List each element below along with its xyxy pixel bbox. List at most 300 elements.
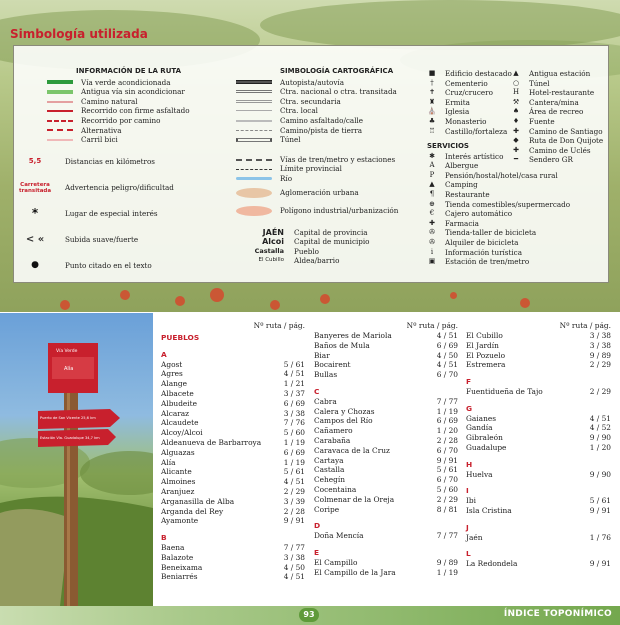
- poi-item: [427, 98, 511, 108]
- index-place-name: Coripe: [314, 504, 340, 514]
- poi-item: [511, 136, 604, 146]
- service-item: [427, 248, 607, 258]
- carto-line-swatch: [236, 130, 272, 131]
- index-route-page: 2 / 28: [436, 435, 458, 445]
- index-entry: [161, 543, 305, 553]
- index-entry: [161, 438, 305, 448]
- poi-label: Cementerio: [445, 78, 488, 88]
- service-label: Cajero automático: [445, 209, 513, 219]
- poi-icon: ♠: [512, 107, 520, 116]
- carto-symbol-swatch: [236, 206, 272, 216]
- poi-item: [511, 107, 595, 117]
- index-place-name: La Redondela: [466, 559, 518, 569]
- poi-label: Castillo/fortaleza: [445, 126, 508, 136]
- route-symbol-label: Subida suave/fuerte: [65, 234, 139, 244]
- poi-icon: ✚: [513, 145, 519, 154]
- route-line-label: Antigua vía sin acondicionar: [81, 87, 185, 97]
- index-entry: [466, 360, 611, 370]
- index-entry: [161, 448, 305, 458]
- index-entry: [161, 507, 305, 517]
- index-place-name: Calera y Chozas: [314, 406, 375, 416]
- index-route-page: 7 / 76: [283, 418, 305, 428]
- route-line-swatch: [47, 101, 73, 103]
- index-route-page: 1 / 19: [436, 406, 458, 416]
- legend-title: Simbología utilizada: [10, 27, 148, 41]
- index-entry: [314, 456, 458, 466]
- poi-label: Hotel-restaurante: [529, 88, 595, 98]
- poi-icon: ♦: [512, 116, 520, 125]
- cartography-header: SIMBOLOGÍA CARTOGRÁFICA: [280, 67, 394, 75]
- index-place-name: Ibi: [466, 496, 477, 506]
- service-icon: ✱: [429, 151, 435, 160]
- index-entry: [161, 369, 305, 379]
- index-route-page: 6 / 70: [436, 475, 458, 485]
- index-route-page: 9 / 91: [589, 559, 611, 569]
- index-letter: H: [466, 459, 473, 469]
- route-symbol-item: [25, 227, 267, 253]
- town-type-label: Capital de provincia: [294, 227, 368, 237]
- index-place-name: Albacete: [161, 388, 194, 398]
- poi-icon: ━: [513, 155, 519, 164]
- carto-symbol-item: [236, 202, 426, 220]
- route-line-label: Recorrido por camino: [81, 115, 161, 125]
- carto-symbol-swatch: [236, 188, 272, 198]
- route-line-item: [47, 135, 267, 145]
- route-line-swatch: [47, 129, 73, 131]
- index-route-page: 6 / 70: [436, 370, 458, 380]
- index-entry: [314, 531, 458, 541]
- index-ref-header: Nº ruta / pág.: [559, 321, 611, 330]
- poi-label: Cantera/mina: [529, 97, 579, 107]
- carto-line-swatch: [236, 120, 272, 122]
- index-route-page: 7 / 77: [436, 396, 458, 406]
- index-place-name: Arganda del Rey: [161, 506, 224, 516]
- route-line-label: Recorrido con firme asfaltado: [81, 106, 190, 116]
- index-entry: [161, 572, 305, 582]
- poi-item: [427, 88, 511, 98]
- carto-symbol-label: Aglomeración urbana: [280, 187, 359, 197]
- index-place-name: Alguazas: [161, 447, 195, 457]
- service-label: Interés artístico: [445, 151, 504, 161]
- service-label: Información turística: [445, 247, 522, 257]
- route-line-label: Alternativa: [81, 125, 122, 135]
- index-route-page: 4 / 51: [436, 331, 458, 340]
- index-route-page: 1 / 76: [589, 532, 611, 542]
- index-column-3: [466, 313, 611, 569]
- route-symbol: ●: [31, 259, 39, 270]
- index-entry: [466, 559, 611, 569]
- poi-item: [511, 126, 603, 137]
- index-place-name: El Pozuelo: [466, 350, 506, 360]
- index-place-name: Alcoy/Alcoi: [161, 428, 203, 438]
- index-place-name: Jaén: [466, 532, 483, 542]
- index-route-page: 9 / 90: [589, 433, 611, 443]
- route-symbol-item: [31, 201, 267, 227]
- poi-label: Túnel: [529, 78, 550, 88]
- poi-label: Camino de Uclés: [529, 145, 591, 155]
- index-route-page: 7 / 77: [283, 542, 305, 552]
- service-icon: i: [430, 247, 434, 256]
- index-entry: [161, 418, 305, 428]
- index-route-page: 3 / 37: [283, 388, 305, 398]
- index-entry: [314, 397, 458, 407]
- index-route-page: 1 / 19: [283, 437, 305, 447]
- index-place-name: Ayamonte: [161, 516, 199, 526]
- index-place-name: Beneixama: [161, 562, 203, 572]
- index-entry: [161, 553, 305, 563]
- index-route-page: 9 / 89: [436, 557, 458, 567]
- index-place-name: Estremera: [466, 360, 506, 370]
- index-entry: [466, 433, 611, 443]
- index-place-name: Gibraleón: [466, 433, 503, 443]
- index-route-page: 5 / 61: [436, 465, 458, 475]
- index-entry: [161, 379, 305, 389]
- index-entry: [466, 387, 611, 397]
- service-label: Albergue: [445, 161, 479, 171]
- town-type-label: Capital de municipio: [294, 237, 370, 247]
- service-icon: ⊕: [429, 199, 435, 208]
- service-item: [427, 219, 607, 229]
- carto-line-label: Camino asfaltado/calle: [280, 115, 364, 125]
- poi-item: [427, 79, 511, 89]
- index-route-page: 4 / 51: [283, 572, 305, 582]
- route-symbol-item: [18, 175, 267, 201]
- index-entry: [161, 458, 305, 468]
- index-route-page: 2 / 28: [283, 506, 305, 516]
- town-type-label: Pueblo: [294, 246, 319, 256]
- index-route-page: 9 / 90: [589, 469, 611, 479]
- index-place-name: Balazote: [161, 552, 194, 562]
- route-line-swatch: [47, 90, 73, 94]
- footer-section-title: ÍNDICE TOPONÍMICO: [503, 609, 612, 619]
- index-ref-header: Nº ruta / pág.: [406, 321, 458, 330]
- index-place-name: Albudeite: [161, 398, 198, 408]
- index-place-name: Alcaraz: [161, 408, 190, 418]
- town-type-sample: JAÉN: [262, 227, 284, 237]
- index-route-page: 4 / 51: [589, 413, 611, 423]
- index-entry: [466, 351, 611, 361]
- route-line-item: [47, 87, 267, 97]
- route-line-swatch: [47, 110, 73, 112]
- route-info-column: [18, 67, 267, 279]
- service-item: [427, 200, 607, 210]
- page-footer: [0, 606, 620, 625]
- index-place-name: Alcaudete: [161, 418, 199, 428]
- sign-mid-label: Alía: [64, 366, 74, 372]
- poi-item: [511, 155, 595, 165]
- index-place-name: El Campillo de la Jara: [314, 567, 396, 577]
- index-entry: [314, 370, 458, 380]
- index-route-page: 8 / 81: [436, 504, 458, 514]
- poi-item: [511, 146, 595, 156]
- service-label: Estación de tren/metro: [445, 257, 530, 267]
- index-place-name: Agres: [161, 369, 183, 379]
- index-place-name: Cañamero: [314, 426, 353, 436]
- index-entry: [314, 416, 458, 426]
- index-entry: [161, 428, 305, 438]
- index-entry: [466, 506, 611, 516]
- poi-label: Sendero GR: [529, 155, 573, 165]
- index-place-name: Cehegín: [314, 475, 346, 485]
- poi-label: Cruz/crucero: [445, 88, 493, 98]
- index-place-name: Carabaña: [314, 435, 351, 445]
- route-line-label: Vía verde acondicionada: [81, 77, 171, 87]
- index-entry: [466, 533, 611, 543]
- index-route-page: 5 / 61: [589, 496, 611, 506]
- carto-symbol-label: Río: [280, 173, 293, 183]
- index-column-1: [161, 313, 305, 582]
- index-route-page: 4 / 51: [436, 360, 458, 370]
- poi-icon: H: [512, 88, 520, 97]
- carto-symbol-item: [236, 184, 426, 202]
- service-icon: P: [429, 170, 435, 179]
- town-type-item: [236, 237, 426, 247]
- carto-line-label: Autopista/autovía: [280, 77, 344, 87]
- index-entry: [466, 443, 611, 453]
- index-entry: [314, 407, 458, 417]
- index-route-page: 3 / 39: [283, 496, 305, 506]
- index-entry: [314, 426, 458, 436]
- carto-symbol-item: [236, 155, 426, 165]
- poi-label: Ruta de Don Quijote: [529, 136, 604, 146]
- index-place-name: Gaianes: [466, 413, 497, 423]
- index-letter: J: [466, 522, 469, 532]
- index-route-page: 7 / 77: [436, 531, 458, 541]
- carto-line-label: Ctra. local: [280, 106, 318, 116]
- route-line-item: [47, 116, 267, 126]
- route-line-item: [47, 106, 267, 116]
- index-route-page: 6 / 69: [436, 340, 458, 350]
- carto-line-item: [236, 126, 426, 136]
- service-icon: €: [429, 209, 435, 218]
- sign-arrow-1-label: Puerto de San Vicente 25,6 km: [40, 416, 96, 420]
- index-entry: [314, 485, 458, 495]
- service-icon: ¶: [429, 189, 435, 198]
- route-symbol: *: [31, 205, 39, 220]
- carto-line-label: Túnel: [280, 135, 301, 145]
- service-item: [427, 190, 607, 200]
- index-letter: D: [314, 521, 321, 531]
- carto-line-item: [236, 135, 426, 145]
- index-place-name: El Cubillo: [466, 331, 503, 340]
- carto-line-item: [236, 78, 426, 88]
- index-letter: I: [466, 486, 469, 496]
- town-type-item: [236, 228, 426, 238]
- index-route-page: 2 / 29: [283, 486, 305, 496]
- index-entry: [314, 495, 458, 505]
- index-place-name: Gandía: [466, 423, 493, 433]
- index-route-page: 4 / 51: [283, 477, 305, 487]
- index-entry: [314, 341, 458, 351]
- index-place-name: Beniarrés: [161, 572, 198, 582]
- poi-icon: ♖: [428, 126, 436, 135]
- service-item: [427, 257, 607, 267]
- service-item: [427, 171, 607, 181]
- index-route-page: 4 / 51: [283, 369, 305, 379]
- legend-box: [13, 45, 609, 283]
- route-symbol-label: Lugar de especial interés: [65, 208, 158, 218]
- index-route-page: 5 / 61: [283, 467, 305, 477]
- index-route-page: 3 / 38: [589, 331, 611, 340]
- index-route-page: 9 / 89: [589, 350, 611, 360]
- index-entry: [161, 389, 305, 399]
- carto-symbol-item: [236, 174, 426, 184]
- index-letter: E: [314, 547, 320, 557]
- index-route-page: 4 / 52: [589, 423, 611, 433]
- index-ref-header: Nº ruta / pág.: [253, 321, 305, 330]
- index-route-page: 3 / 38: [283, 408, 305, 418]
- index-place-name: Isla Cristina: [466, 505, 512, 515]
- route-line-swatch: [47, 80, 73, 84]
- index-place-name: Fuentidueña de Tajo: [466, 386, 543, 396]
- poi-item: [511, 117, 595, 127]
- poi-label: Área de recreo: [529, 107, 584, 117]
- index-entry: [161, 477, 305, 487]
- poi-item: [511, 69, 595, 79]
- carto-symbol-swatch: [236, 177, 272, 180]
- route-line-item: [47, 97, 267, 107]
- carto-line-swatch: [236, 138, 272, 142]
- poi-label: Ermita: [445, 97, 470, 107]
- route-line-swatch: [47, 120, 73, 122]
- carto-line-swatch: [236, 90, 272, 93]
- index-route-page: 6 / 69: [283, 398, 305, 408]
- carto-line-swatch: [236, 110, 272, 112]
- index-entry: [314, 446, 458, 456]
- index-place-name: Arganasilla de Alba: [161, 496, 235, 506]
- carto-line-label: Ctra. nacional o ctra. transitada: [280, 87, 397, 97]
- poi-icon: ▲: [513, 69, 519, 77]
- index-route-page: 6 / 69: [436, 416, 458, 426]
- poi-label: Fuente: [529, 116, 555, 126]
- poi-icon: †: [430, 78, 434, 87]
- poi-label: Monasterio: [445, 116, 487, 126]
- service-label: Tienda comestibles/supermercado: [445, 199, 571, 209]
- index-entry: [314, 351, 458, 361]
- town-type-sample: Alcoi: [262, 237, 284, 247]
- carto-symbol-swatch: [236, 159, 272, 161]
- index-entry: [466, 496, 611, 506]
- service-icon: ▲: [429, 180, 435, 189]
- index-place-name: Huelva: [466, 469, 493, 479]
- route-line-swatch: [47, 139, 73, 141]
- town-type-sample: Castalla: [254, 246, 284, 255]
- poi-icon: ♣: [428, 116, 436, 125]
- index-letter: C: [314, 386, 320, 396]
- route-symbol: < «: [25, 233, 45, 245]
- index-entry: [314, 360, 458, 370]
- index-route-page: 5 / 61: [283, 359, 305, 369]
- index-route-page: 6 / 69: [283, 447, 305, 457]
- index-letter: F: [466, 377, 472, 387]
- route-line-label: Carril bici: [81, 135, 118, 145]
- index-entry: [314, 558, 458, 568]
- index-place-name: Campos del Río: [314, 416, 373, 426]
- index-place-name: Caravaca de la Cruz: [314, 445, 390, 455]
- service-icon: ✇: [429, 228, 435, 237]
- carto-line-swatch: [236, 100, 272, 103]
- service-icon: ✇: [429, 237, 435, 246]
- poi-icon: ♜: [428, 97, 436, 106]
- index-place-name: Alange: [161, 379, 187, 389]
- index-route-page: 2 / 29: [589, 386, 611, 396]
- poi-label: Antigua estación: [529, 69, 591, 78]
- carto-line-item: [236, 97, 426, 107]
- index-entry: [161, 497, 305, 507]
- index-letter: G: [466, 403, 473, 413]
- index-entry: [161, 467, 305, 477]
- route-info-header: INFORMACIÓN DE LA RUTA: [76, 67, 182, 75]
- poi-item: [427, 127, 511, 137]
- index-entry: [314, 331, 458, 341]
- route-symbol: 5,5: [28, 156, 42, 165]
- index-place-name: El Jardín: [466, 340, 499, 350]
- index-place-name: Bocairent: [314, 360, 351, 370]
- service-item: [427, 228, 607, 238]
- carto-symbol-label: Límite provincial: [280, 164, 342, 174]
- route-line-item: [47, 126, 267, 136]
- service-label: Camping: [445, 180, 478, 190]
- index-entry: [314, 475, 458, 485]
- poi-icon: ■: [428, 69, 436, 77]
- index-route-page: 9 / 91: [589, 505, 611, 515]
- route-symbol: Carretera transitada: [18, 181, 52, 194]
- service-label: Alquiler de bicicleta: [445, 237, 519, 247]
- index-place-name: Banyeres de Mariola: [314, 331, 392, 340]
- carto-symbol-item: [236, 164, 426, 174]
- index-place-name: Baena: [161, 542, 185, 552]
- index-place-name: Doña Mencía: [314, 531, 364, 541]
- index-route-page: 1 / 19: [436, 567, 458, 577]
- index-entry: [466, 331, 611, 341]
- index-entry: [314, 568, 458, 578]
- index-place-name: Guadalupe: [466, 442, 507, 452]
- poi-column: [427, 69, 607, 267]
- page-number: 93: [299, 608, 319, 622]
- carto-symbol-swatch: [236, 169, 272, 170]
- index-letter: B: [161, 533, 167, 543]
- index-entry: [161, 360, 305, 370]
- carto-symbol-label: Vías de tren/metro y estaciones: [280, 154, 396, 164]
- service-icon: A: [429, 161, 435, 170]
- service-icon: ✚: [429, 218, 435, 227]
- index-route-page: 2 / 29: [436, 494, 458, 504]
- index-place-name: Biar: [314, 350, 330, 360]
- index-entry: [314, 436, 458, 446]
- index-route-page: 5 / 60: [283, 428, 305, 438]
- index-place-name: El Campillo: [314, 557, 358, 567]
- carto-symbol-label: Polígono industrial/urbanización: [280, 205, 399, 215]
- index-place-name: Agost: [161, 359, 183, 369]
- index-place-name: Cocentaina: [314, 484, 357, 494]
- service-item: [427, 180, 607, 190]
- poi-icon: ⚒: [512, 97, 520, 106]
- index-place-name: Colmenar de la Oreja: [314, 494, 395, 504]
- town-type-item: [236, 256, 426, 266]
- services-header: SERVICIOS: [427, 142, 469, 150]
- route-symbol-item: [31, 253, 267, 279]
- index-route-page: 1 / 20: [436, 426, 458, 436]
- poi-label: Camino de Santiago: [529, 126, 603, 136]
- carto-line-item: [236, 116, 426, 126]
- index-route-page: 3 / 38: [589, 340, 611, 350]
- poi-icon: ✝: [429, 88, 435, 97]
- poi-label: Iglesia: [445, 107, 470, 117]
- index-route-page: 2 / 29: [589, 360, 611, 370]
- index-place-name: Almoines: [161, 477, 196, 487]
- index-route-page: 6 / 70: [436, 445, 458, 455]
- index-entry: [161, 487, 305, 497]
